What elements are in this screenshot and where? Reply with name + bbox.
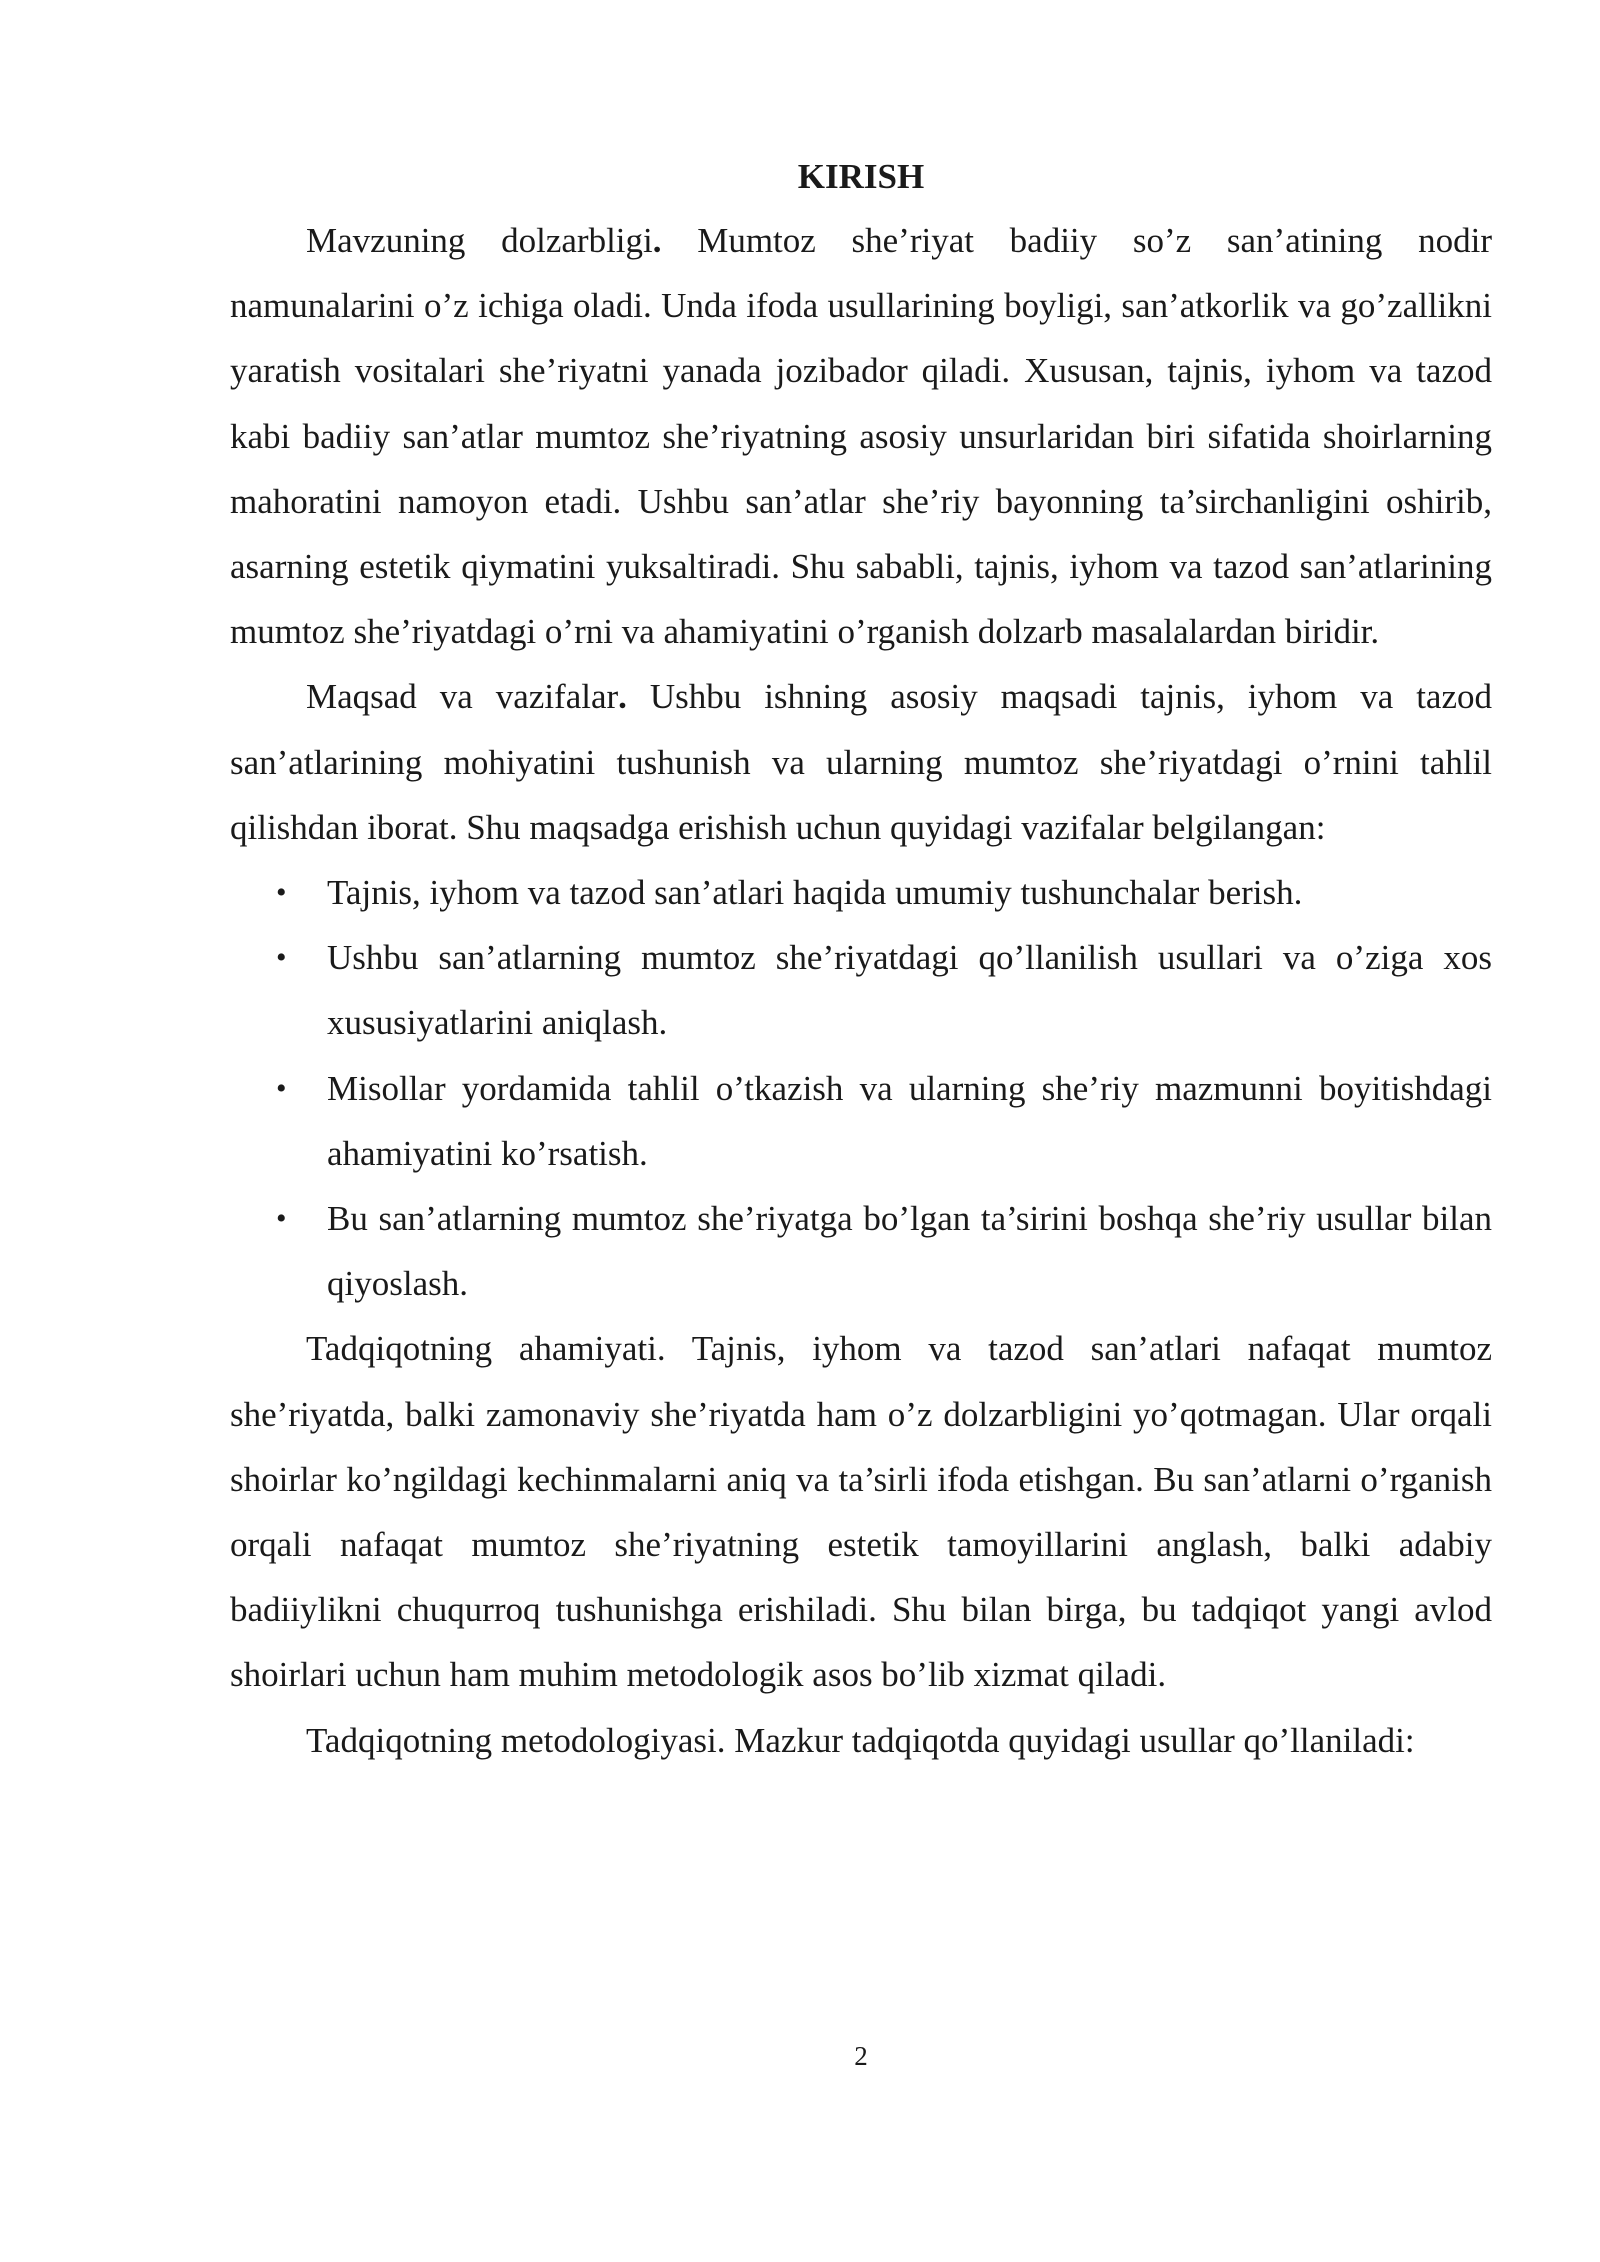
paragraph-methodology: Tadqiqotning metodologiyasi. Mazkur tadqiqotda quyidagi usullar qo’llaniladi: (306, 1720, 1415, 1760)
list-item-text: Misollar yordamida tahlil o’tkazish va ularning she’riy mazmunni boyitishdagi ahamiyatini ko’rsatish. (327, 1068, 1492, 1173)
list-item-text: Ushbu san’atlarning mumtoz she’riyatdagi qo’llanilish usullari va o’ziga xos xususiyatlarini aniqlash. (327, 938, 1492, 1043)
paragraph-lead: Maqsad va vazifalar (306, 677, 619, 717)
task-list (230, 860, 1492, 1316)
paragraph-goals (230, 664, 1492, 860)
bullet-icon: • (276, 1202, 287, 1236)
paragraph-text: Ushbu ishning asosiy maqsadi tajnis, iyhom va tazod san’atlarining mohiyatini tushunish va ularning mumtoz she’riyatdagi o’rnini tahlil qilishdan iborat. Shu maqsadga erishish uchun quyidagi vazifalar belgilangan: (230, 677, 1492, 847)
list-item-text: Tajnis, iyhom va tazod san’atlari haqida umumiy tushunchalar berish. (327, 873, 1303, 913)
paragraph-lead: Mavzuning dolzarbligi (306, 221, 653, 260)
list-item (230, 925, 1492, 1055)
paragraph-text: Mumtoz she’riyat badiiy so’z san’atining nodir namunalarini o’z ichiga oladi. Unda ifoda usullarining boyligi, san’atkorlik va go’zallikni yaratish vositalari she’riyatni yanada jozibador qiladi. Xususan, tajnis, iyhom va tazod kabi badiiy san’atlar mumtoz she’riyatning asosiy unsurlaridan biri sifatida shoirlarning mahoratini namoyon etadi. Ushbu san’atlar she’riy bayonning ta’sirchanligini oshirib, asarning estetik qiymatini yuksaltiradi. Shu sababli, tajnis, iyhom va tazod san’atlarining mumtoz she’riyatdagi o’rni va ahamiyatini o’rganish dolzarb masalalardan biridir. (230, 221, 1492, 652)
list-item (230, 1056, 1492, 1186)
document-body (230, 208, 1492, 1773)
bullet-icon: • (276, 941, 287, 975)
bullet-icon: • (276, 1071, 287, 1105)
list-item-text: Bu san’atlarning mumtoz she’riyatga bo’lgan ta’sirini boshqa she’riy usullar bilan qiyoslash. (327, 1199, 1492, 1304)
paragraph-significance: Tadqiqotning ahamiyati. Tajnis, iyhom va tazod san’atlari nafaqat mumtoz she’riyatda, balki zamonaviy she’riyatda ham o’z dolzarbligini yo’qotmagan. Ular orqali shoirlar ko’ngildagi kechinmalarni aniq va ta’sirli ifoda etishgan. Bu san’atlarni o’rganish orqali nafaqat mumtoz she’riyatning estetik tamoyillarini anglash, balki adabiy badiiylikni chuqurroq tushunishga erishiladi. Shu bilan birga, bu tadqiqot yangi avlod shoirlari uchun ham muhim metodologik asos bo’lib xizmat qiladi. (230, 1329, 1492, 1695)
list-item (230, 1186, 1492, 1316)
bullet-icon: • (276, 876, 287, 910)
paragraph-lead-punct: . (652, 221, 662, 260)
paragraph-lead-punct: . (618, 677, 627, 717)
page-number: 2 (854, 2041, 868, 2071)
section-title: KIRISH (797, 157, 925, 196)
paragraph-relevance (230, 208, 1492, 664)
document-page (230, 0, 1492, 2262)
list-item (230, 860, 1492, 925)
